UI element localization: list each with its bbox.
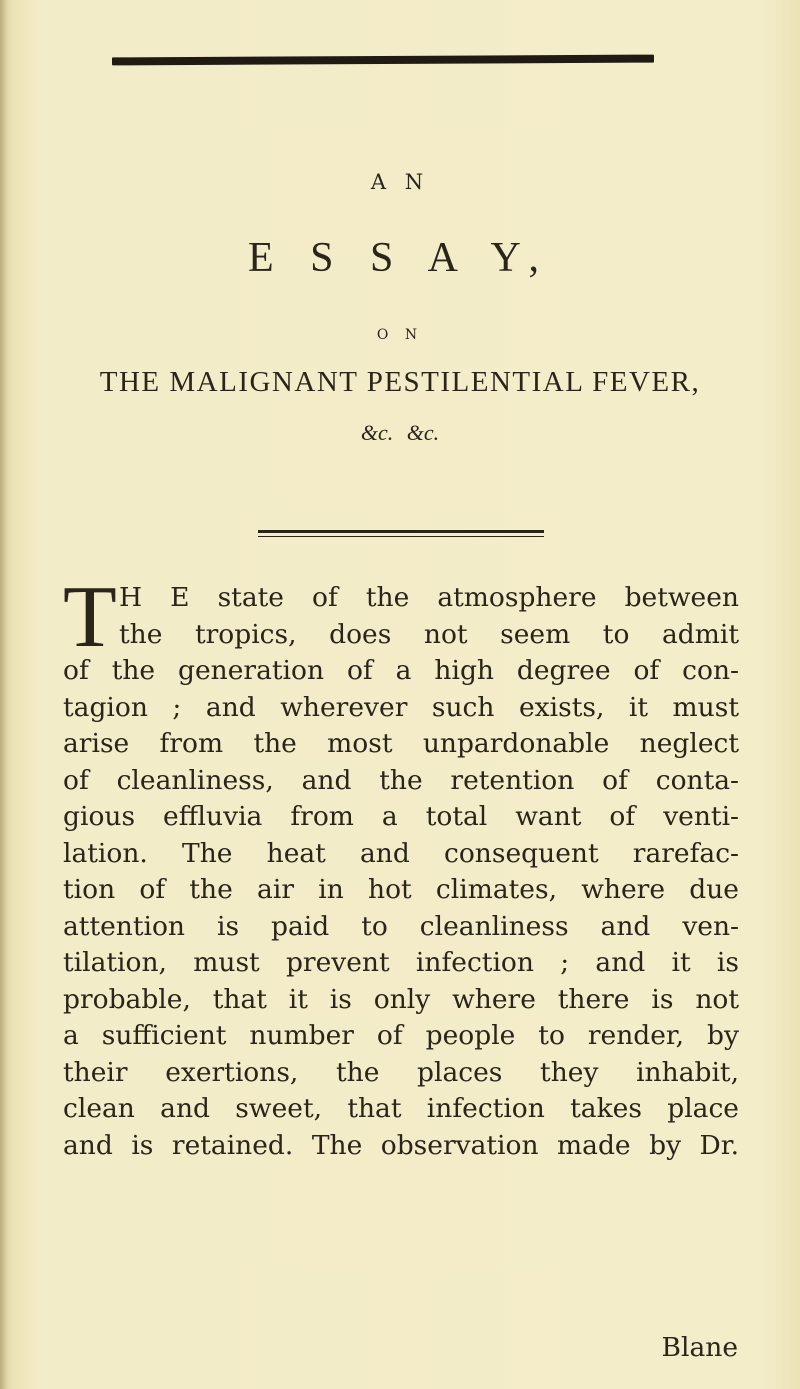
- text-line: of cleanliness, and the retention of conta-: [63, 764, 739, 796]
- heading-subject: THE MALIGNANT PESTILENTIAL FEVER,: [99, 366, 701, 398]
- text-line: tagion ; and wherever such exists, it must: [63, 691, 739, 723]
- text-line: arise from the most unpardonable neglect: [63, 728, 739, 759]
- text-line: of the generation of a high degree of con-: [63, 655, 739, 686]
- text-line: attention is paid to cleanliness and ven-: [63, 910, 739, 942]
- text-line: clean and sweet, that infection takes place: [63, 1093, 739, 1124]
- text-line: a sufficient number of people to render, by: [63, 1020, 739, 1051]
- section-divider: [258, 530, 544, 537]
- etc-1: &c.: [360, 420, 394, 445]
- heading-etc: [0, 420, 800, 446]
- text-line: and is retained. The observation made by Dr.: [63, 1129, 739, 1161]
- catchword: Blane: [661, 1332, 738, 1363]
- text-line: tilation, must prevent infection ; and it is: [63, 947, 739, 978]
- text-line: lation. The heat and consequent rarefac-: [63, 837, 739, 869]
- body-paragraph: [63, 569, 739, 1164]
- text-line: gious effluvia from a total want of venti-: [63, 801, 739, 832]
- text-line: probable, that it is only where there is not: [63, 983, 739, 1015]
- text-line: the tropics, does not seem to admit: [119, 618, 739, 650]
- heading-on: O N: [376, 327, 424, 343]
- top-rule: [112, 55, 654, 66]
- heading-an: A N: [370, 170, 430, 194]
- text-line: H E state of the atmosphere between: [119, 582, 739, 613]
- text-line: tion of the air in hot climates, where due: [63, 874, 739, 905]
- page-edge-shadow: [0, 0, 8, 1389]
- etc-2: &c.: [406, 420, 440, 445]
- heading-essay: E S S A Y,: [248, 235, 552, 281]
- drop-cap: T: [63, 569, 117, 666]
- text-line: their exertions, the places they inhabit,: [63, 1056, 739, 1088]
